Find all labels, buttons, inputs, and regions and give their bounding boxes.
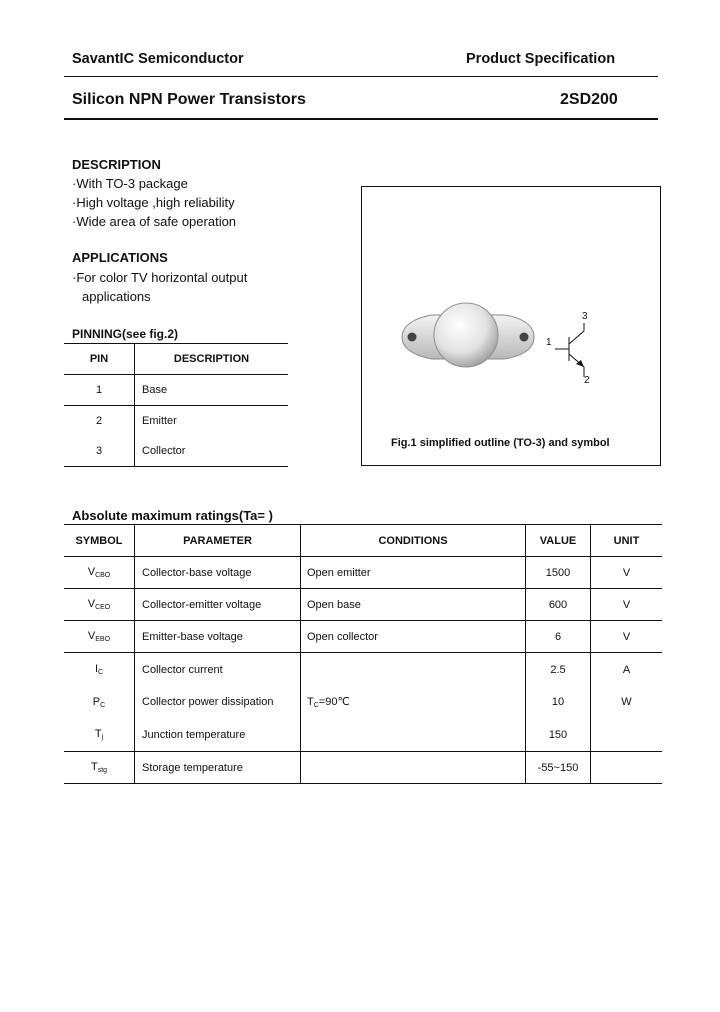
description-heading: DESCRIPTION xyxy=(72,157,161,172)
value-cell: 2.5 xyxy=(526,653,591,687)
pin-description: Emitter xyxy=(142,415,177,427)
table-row xyxy=(64,718,662,752)
unit-col-header: UNIT xyxy=(591,525,663,557)
parameter-cell: Collector current xyxy=(135,653,301,687)
description-item: ·High voltage ,high reliability xyxy=(72,195,235,210)
desc-col-header: DESCRIPTION xyxy=(135,344,289,375)
symbol-cell: $I_C$ xyxy=(64,653,135,687)
symbol-cell: $T_j$ xyxy=(64,718,135,752)
unit-cell: V xyxy=(591,589,663,621)
to3-package-image xyxy=(362,187,660,465)
part-number: 2SD200 xyxy=(560,91,618,108)
pinning-table xyxy=(64,343,288,467)
figure-caption: Fig.1 simplified outline (TO-3) and symbol xyxy=(391,437,610,449)
description-item: ·Wide area of safe operation xyxy=(72,214,237,229)
value-cell: 150 xyxy=(526,718,591,752)
ratings-heading: Absolute maximum ratings(Ta= ) xyxy=(72,508,273,523)
parameter-cell: Storage temperature xyxy=(135,752,301,784)
value-cell: 10 xyxy=(526,686,591,718)
conditions-cell: Open collector xyxy=(301,621,526,653)
ratings-table xyxy=(64,524,662,784)
value-cell: 6 xyxy=(526,621,591,653)
conditions-cell xyxy=(301,718,526,752)
parameter-cell: Collector-base voltage xyxy=(135,557,301,589)
symbol-label-base: 1 xyxy=(546,337,552,348)
table-row xyxy=(64,686,662,718)
pin-number: 3 xyxy=(64,436,135,467)
figure-box xyxy=(361,186,661,466)
symbol-cell: $V_{CEO}$ xyxy=(64,589,135,621)
value-cell: 600 xyxy=(526,589,591,621)
parameter-cell: Junction temperature xyxy=(135,718,301,752)
value-cell: -55~150 xyxy=(526,752,591,784)
applications-item-cont: applications xyxy=(82,289,151,304)
applications-heading: APPLICATIONS xyxy=(72,250,168,265)
unit-cell: A xyxy=(622,663,631,676)
pin-description: Collector xyxy=(135,436,289,467)
symbol-cell: $V_{EBO}$ xyxy=(64,621,135,653)
pin-number: 1 xyxy=(64,375,135,406)
company-name: SavantIC Semiconductor xyxy=(72,51,244,67)
unit-cell xyxy=(591,752,663,784)
table-row xyxy=(64,406,288,437)
pin-number: 2 xyxy=(64,406,135,437)
pinning-heading: PINNING(see fig.2) xyxy=(72,327,179,341)
conditions-cell: Open base xyxy=(301,589,526,621)
product-line: Silicon NPN Power Transistors xyxy=(72,91,306,108)
parameter-col-header: PARAMETER xyxy=(135,525,301,557)
symbol-label-emitter: 2 xyxy=(584,375,590,386)
table-row xyxy=(64,589,662,621)
table-row xyxy=(64,375,288,406)
description-item: ·With TO-3 package xyxy=(72,176,188,191)
parameter-cell: Collector-emitter voltage xyxy=(135,589,301,621)
parameter-cell: Emitter-base voltage xyxy=(135,621,301,653)
value-col-header: VALUE xyxy=(526,525,591,557)
unit-cell: W xyxy=(621,696,632,708)
pin-description: Base xyxy=(135,375,289,406)
unit-cell: V xyxy=(591,557,663,589)
symbol-col-header: SYMBOL xyxy=(64,525,135,557)
pin-col-header: PIN xyxy=(64,344,135,375)
symbol-cell: $P_C$ xyxy=(64,686,135,718)
symbol-cell: $T_{stg}$ xyxy=(64,752,135,784)
table-row xyxy=(64,752,662,784)
conditions-cell xyxy=(301,653,526,687)
table-row xyxy=(64,621,662,653)
unit-cell xyxy=(591,718,663,752)
doc-type: Product Specification xyxy=(466,51,616,67)
table-row xyxy=(64,436,288,467)
conditions-cell: $T_C=90℃$ xyxy=(301,686,526,718)
table-row xyxy=(64,653,662,687)
header-rule xyxy=(64,76,658,77)
title-rule xyxy=(64,118,658,120)
value-cell: 1500 xyxy=(526,557,591,589)
parameter-cell: Collector power dissipation xyxy=(135,686,301,718)
applications-item: ·For color TV horizontal output xyxy=(72,270,248,285)
unit-cell: V xyxy=(591,621,663,653)
symbol-cell: $V_{CBO}$ xyxy=(64,557,135,589)
table-row xyxy=(64,557,662,589)
symbol-label-collector: 3 xyxy=(582,311,588,322)
conditions-col-header: CONDITIONS xyxy=(301,525,526,557)
conditions-cell xyxy=(301,752,526,784)
conditions-cell: Open emitter xyxy=(301,557,526,589)
